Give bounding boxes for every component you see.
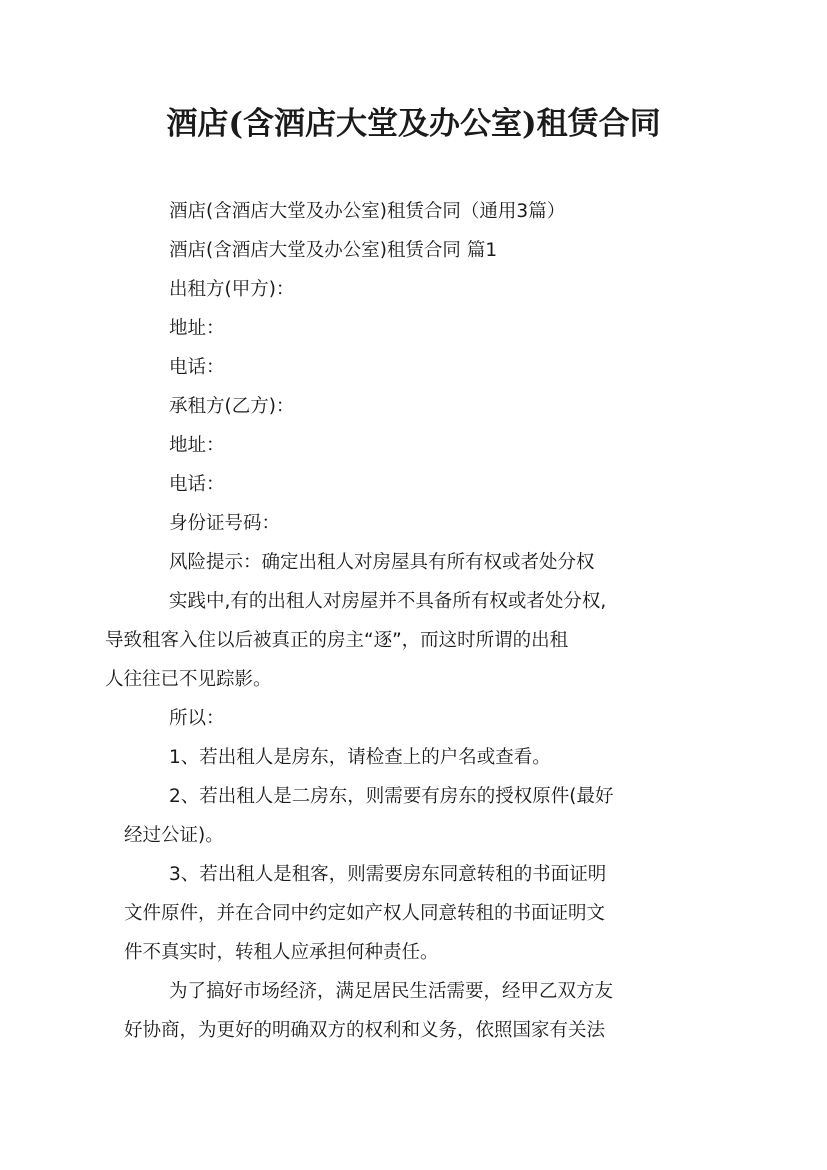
document-title: 酒店(含酒店大堂及办公室)租赁合同: [166, 106, 661, 142]
paragraph: [169, 699, 701, 738]
text-line: 地址：: [169, 435, 225, 456]
text-line: 出租方(甲方)：: [169, 279, 295, 300]
text-line: 酒店(含酒店大堂及办公室)租赁合同（通用3篇）: [169, 201, 566, 222]
paragraph-first-line: 为了搞好市场经济，满足居民生活需要，经甲乙双方友: [169, 981, 614, 1002]
document-body: [105, 192, 701, 1050]
text-line: 身份证号码：: [169, 513, 281, 534]
paragraph-line: 件不真实时，转租人应承担何种责任。: [124, 942, 439, 963]
paragraph-line: 文件原件，并在合同中约定如产权人同意转租的书面证明文: [124, 903, 606, 924]
text-line: 酒店(含酒店大堂及办公室)租赁合同 篇1: [169, 240, 498, 261]
paragraph-first-line: 1、若出租人是房东，请检查上的户名或查看。: [169, 747, 551, 768]
paragraph-line: 导致租客入住以后被真正的房主“逐”，而这时所谓的出租: [105, 630, 569, 651]
text-line: 电话：: [169, 357, 225, 378]
text-line: 风险提示：确定出租人对房屋具有所有权或者处分权: [169, 552, 595, 573]
paragraph-first-line: 2、若出租人是二房东，则需要有房东的授权原件(最好: [169, 786, 614, 807]
paragraph: [124, 972, 701, 1050]
paragraph: [169, 738, 701, 777]
text-line: 承租方(乙方)：: [169, 396, 295, 417]
paragraph-first-line: 实践中,有的出租人对房屋并不具备所有权或者处分权,: [169, 591, 607, 612]
paragraph-line: 好协商，为更好的明确双方的权利和义务，依照国家有关法: [124, 1020, 606, 1041]
text-line: 地址：: [169, 318, 225, 339]
paragraph-first-line: 所以：: [169, 708, 225, 729]
paragraph-line: 经过公证)。: [124, 825, 224, 846]
paragraph-first-line: 3、若出租人是租客，则需要房东同意转租的书面证明: [169, 864, 607, 885]
text-line: 电话：: [169, 474, 225, 495]
paragraph: [124, 855, 701, 972]
paragraph: [105, 582, 701, 699]
paragraph-line: 人往往已不见踪影。: [105, 669, 272, 690]
paragraph: [124, 777, 701, 855]
